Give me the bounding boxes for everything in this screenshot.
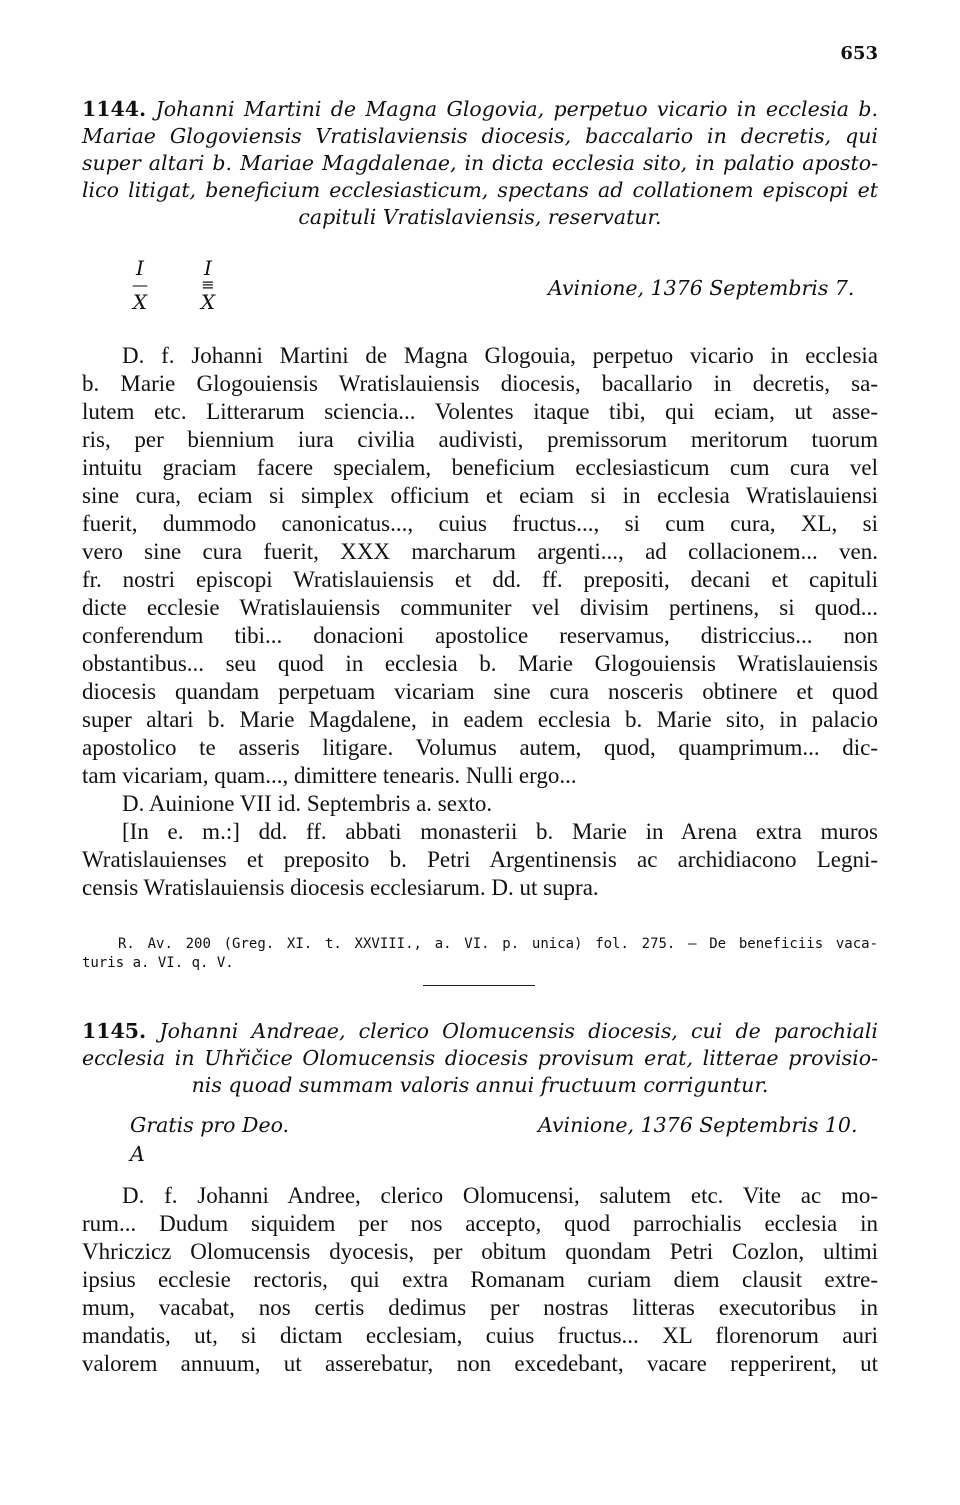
body-line: b. Marie Glogouiensis Wratislauiensis diocesis, bacallario in decretis, sa- <box>82 371 878 396</box>
entry-number: 1145. <box>82 1019 147 1043</box>
mark-bottom: X <box>200 290 216 314</box>
regest-line: lico litigat, beneficium ecclesiasticum, spectans ad collationem episcopi et <box>82 178 878 202</box>
mark-rule: ≡ <box>201 275 215 294</box>
body-line: apostolico te asseris litigare. Volumus autem, quod, quamprimum... dic- <box>82 735 878 760</box>
body-line: ipsius ecclesie rectoris, qui extra Romanam curiam diem clausit extre- <box>82 1267 878 1292</box>
entry-1145-regest <box>82 1018 878 1099</box>
body-line: diocesis quandam perpetuam vicariam sine cura nosceris obtinere et quod <box>82 679 878 704</box>
regest-text: Johanni Andreae, clerico Olomucensis diocesis, cui de parochiali <box>159 1019 878 1043</box>
mark-top: I <box>136 256 144 280</box>
body-line: obstantibus... seu quod in ecclesia b. Marie Glogouiensis Wratislauiensis <box>82 651 878 676</box>
body-line: vero sine cura fuerit, XXX marcharum argenti..., ad collacionem... ven. <box>82 539 878 564</box>
mark-bottom: X <box>132 290 148 314</box>
body-line: tam vicariam, quam..., dimittere tenearis. Nulli ergo... <box>82 763 577 788</box>
body-line: rum... Dudum siquidem per nos accepto, quod parrochialis ecclesia in <box>82 1211 878 1236</box>
regest-text: Johanni Martini de Magna Glogovia, perpetuo vicario in ecclesia b. <box>155 97 878 121</box>
body-line: mandatis, ut, si dictam ecclesiam, cuius fructus... XL florenorum auri <box>82 1323 878 1348</box>
footnote <box>82 935 878 973</box>
body-line: dicte ecclesie Wratislauiensis communiter vel divisim pertinens, si quod... <box>82 595 878 620</box>
section-separator <box>423 985 535 986</box>
chancery-mark-right <box>196 256 220 314</box>
body-line: sine cura, eciam si simplex officium et eciam si in ecclesia Wratislauiensi <box>82 483 878 508</box>
entry-number: 1144. <box>82 97 147 121</box>
entry-1144-body <box>82 342 878 902</box>
body-line: valorem annuum, ut asserebatur, non excedebant, vacare repperirent, ut <box>82 1351 878 1376</box>
regest-line <box>82 96 878 123</box>
address-line: [In e. m.:] dd. ff. abbati monasterii b. Marie in Arena extra muros <box>122 819 878 844</box>
entry-1145-body <box>82 1182 878 1378</box>
regest-line <box>82 1018 878 1045</box>
regest-line: capituli Vratislaviensis, reservatur. <box>298 205 662 229</box>
body-line: intuitu graciam facere specialem, beneficium ecclesiasticum cum cura vel <box>82 455 878 480</box>
entry-1144-regest <box>82 96 878 231</box>
body-line: fr. nostri episcopi Wratislauiensis et dd. ff. prepositi, decani et capituli <box>82 567 878 592</box>
mark-top: I <box>204 256 212 280</box>
footnote-line: R. Av. 200 (Greg. XI. t. XXVIII., a. VI. p. unica) fol. 275. — De beneficiis vaca- <box>118 936 878 952</box>
body-line: ris, per biennium iura civilia audivisti, premissorum meritorum tuorum <box>82 427 878 452</box>
regest-line: ecclesia in Uhřičice Olomucensis diocesis provisum erat, litterae provisio- <box>82 1046 878 1070</box>
regest-line: Mariae Glogoviensis Vratislaviensis diocesis, baccalario in decretis, qui <box>82 124 878 148</box>
gratis-note: Gratis pro Deo. <box>130 1113 290 1137</box>
body-line: D. f. Johanni Martini de Magna Glogouia, perpetuo vicario in ecclesia <box>122 343 878 368</box>
chancery-mark: A <box>130 1142 145 1166</box>
footnote-line: turis a. VI. q. V. <box>82 955 234 971</box>
body-line: fuerit, dummodo canonicatus..., cuius fructus..., si cum cura, XL, si <box>82 511 878 536</box>
body-line: conferendum tibi... donacioni apostolice reservamus, districcius... non <box>82 623 878 648</box>
address-line: censis Wratislauiensis diocesis ecclesiarum. D. ut supra. <box>82 875 599 900</box>
place-date: Avinione, 1376 Septembris 7. <box>548 276 855 300</box>
regest-line: nis quoad summam valoris annui fructuum corriguntur. <box>191 1073 769 1097</box>
body-line: Vhriczicz Olomucensis dyocesis, per obitum quondam Petri Cozlon, ultimi <box>82 1239 878 1264</box>
mark-rule: — <box>132 275 148 294</box>
address-line: Wratislauienses et preposito b. Petri Argentinensis ac archidiacono Legni- <box>82 847 878 872</box>
body-line: super altari b. Marie Magdalene, in eadem ecclesia b. Marie sito, in palacio <box>82 707 878 732</box>
page-number: 653 <box>840 43 878 64</box>
dated-line: D. Auinione VII id. Septembris a. sexto. <box>122 791 493 816</box>
body-line: D. f. Johanni Andree, clerico Olomucensi, salutem etc. Vite ac mo- <box>122 1183 878 1208</box>
place-date: Avinione, 1376 Septembris 10. <box>538 1113 858 1137</box>
regest-line: super altari b. Mariae Magdalenae, in dicta ecclesia sito, in palatio aposto- <box>82 151 878 175</box>
chancery-mark-left <box>128 256 152 314</box>
body-line: mum, vacabat, nos certis dedimus per nostras litteras executoribus in <box>82 1295 878 1320</box>
body-line: lutem etc. Litterarum sciencia... Volentes itaque tibi, qui eciam, ut asse- <box>82 399 878 424</box>
